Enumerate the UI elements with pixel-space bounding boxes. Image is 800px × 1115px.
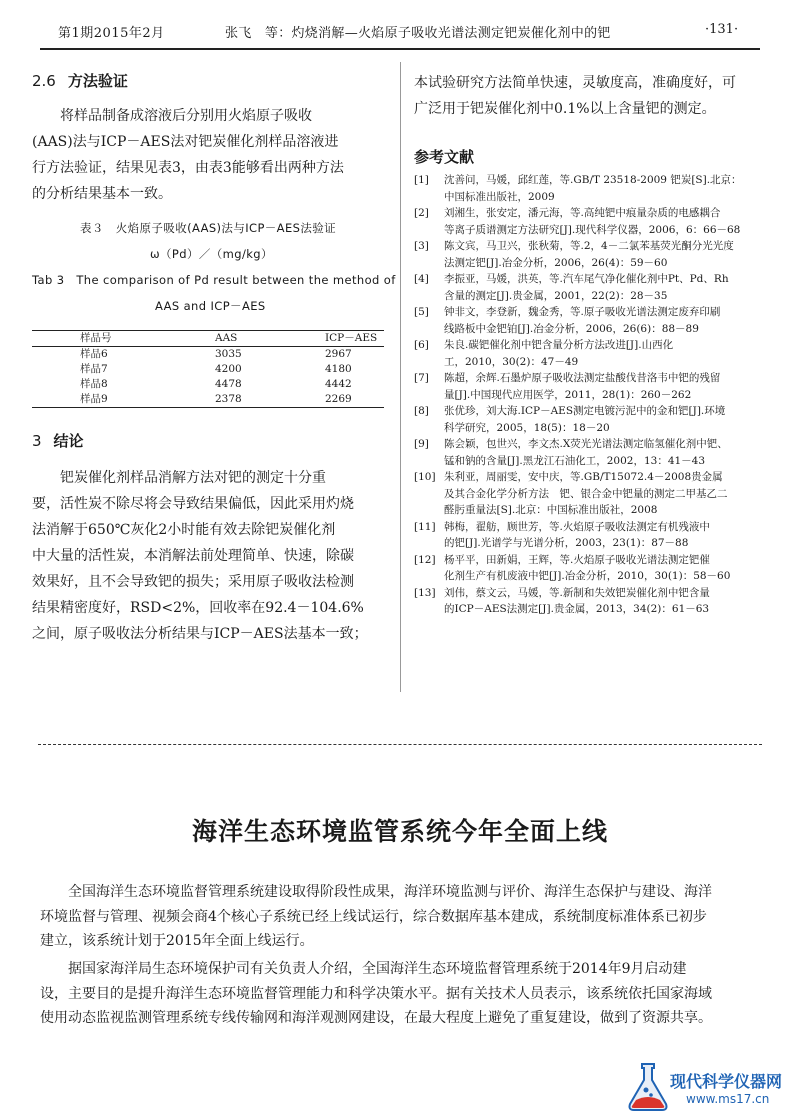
text-line: 本试验研究方法简单快速，灵敏度高，准确度好，可 [414, 75, 736, 91]
reference-item [414, 519, 766, 552]
reference-item [414, 238, 766, 271]
reference-text: 及其合金化学分析方法 钯、银合金中钯量的测定二甲基乙二 [444, 487, 728, 500]
reference-number: [9] [414, 438, 429, 450]
reference-item [414, 403, 766, 436]
reference-number: [5] [414, 306, 429, 318]
reference-text: 沈善问，马媛，邱红莲，等.GB/T 23518-2009 钯炭[S].北京： [444, 174, 742, 186]
text-line: 将样品制备成溶液后分别用火焰原子吸收 [32, 108, 312, 124]
text-line: 之间，原子吸收法分析结果与ICP－AES法基本一致； [32, 626, 368, 642]
reference-text: 刘伟，蔡文云，马媛，等.新制和失效钯炭催化剂中钯含量 [444, 586, 710, 599]
table-cell: 2967 [325, 348, 352, 360]
table-cell: 3035 [215, 348, 242, 360]
table-caption-en: Tab 3 The comparison of Pd result between the method of [32, 273, 396, 287]
reference-text: 含量的测定[J].贵金属，2001，22(2)：28－35 [444, 289, 668, 302]
text-line: 据国家海洋局生态环境保护司有关负责人介绍，全国海洋生态环境监督管理系统于2014年9月启动建 [40, 961, 687, 977]
text-line: 全国海洋生态环境监督管理系统建设取得阶段性成果，海洋环境监测与评价、海洋生态保护与建设、海洋 [40, 884, 712, 900]
col-header-aas: AAS [215, 332, 238, 344]
news-paragraph-1 [40, 880, 768, 954]
reference-item [414, 585, 766, 618]
text-line: 广泛用于钯炭催化剂中0.1%以上含量钯的测定。 [414, 101, 716, 117]
table-caption-unit: ω（Pd）／（mg/kg） [150, 247, 273, 261]
reference-text: 线路板中金钯铂[J].冶金分析，2006，26(6)：88－89 [444, 322, 699, 335]
table-cell: 4180 [325, 363, 352, 375]
text-line: 钯炭催化剂样品消解方法对钯的测定十分重 [32, 470, 326, 486]
section-3-heading [32, 430, 84, 451]
reference-number: [1] [414, 174, 429, 186]
column-divider [400, 62, 401, 692]
reference-text: 中国标准出版社，2009 [444, 190, 555, 203]
section-number: 3 [32, 432, 42, 450]
text-line: 结果精密度好，RSD<2%，回收率在92.4－104.6% [32, 600, 364, 616]
table-row [32, 347, 384, 363]
results-table [32, 330, 384, 408]
running-title: 张飞 等：灼烧消解—火焰原子吸收光谱法测定钯炭催化剂中的钯 [225, 26, 611, 41]
reference-item [414, 469, 766, 519]
reference-number: [10] [414, 471, 436, 483]
reference-text: 的ICP－AES法测定[J].贵金属，2013，34(2)：61－63 [444, 603, 710, 615]
reference-item [414, 370, 766, 403]
reference-text: 刘湘生，张安定，潘元海，等.高纯钯中痕量杂质的电感耦合 [444, 207, 721, 219]
text-line: 环境监督与管理、视频会商4个核心子系统已经上线试运行，综合数据库基本建成，系统制度标准体系已初步 [40, 908, 707, 925]
table-header-row [32, 331, 384, 347]
table-caption-en-2: AAS and ICP－AES [155, 299, 266, 313]
reference-item [414, 304, 766, 337]
watermark-url: www.ms17.cn [686, 1092, 770, 1106]
table-cell: 2378 [215, 393, 242, 405]
reference-number: [13] [414, 586, 436, 599]
text-line: 中大量的活性炭，本消解法前处理简单、快速，除碳 [32, 548, 354, 564]
site-watermark [620, 1060, 800, 1115]
table-cell: 2269 [325, 393, 352, 405]
reference-text: 朱利亚，周丽雯，安中庆，等.GB/T15072.4－2008贵金属 [444, 471, 723, 483]
reference-number: [11] [414, 520, 436, 533]
text-line: 设，主要目的是提升海洋生态环境监督管理能力和科学决策水平。据有关技术人员表示，该系统依托国家海域 [40, 985, 712, 1002]
page-number: ·131· [705, 22, 739, 37]
col-header-sample: 样品号 [80, 332, 112, 344]
table-cell: 样品7 [80, 363, 108, 375]
reference-number: [12] [414, 553, 436, 566]
reference-text: 杨平平，田新娟，王辉，等.火焰原子吸收光谱法测定钯催 [444, 553, 710, 566]
reference-text: 法测定钯[J].冶金分析，2006，26(4)：59－60 [444, 256, 668, 269]
reference-text: 陈超，余辉.石墨炉原子吸收法测定盐酸伐昔洛韦中钯的残留 [444, 372, 721, 384]
text-line: 效果好，且不会导致钯的损失；采用原子吸收法检测 [32, 574, 354, 590]
reference-text: 化剂生产有机废液中钯[J].冶金分析，2010，30(1)：58－60 [444, 570, 731, 582]
table-cell: 样品8 [80, 378, 108, 390]
table-row [32, 362, 384, 377]
conclusion-continued [414, 70, 766, 122]
journal-issue: 第1期2015年2月 [58, 26, 165, 41]
text-line: 建立，该系统计划于2015年全面上线运行。 [40, 933, 314, 949]
table-row [32, 377, 384, 392]
table-cell: 4200 [215, 363, 242, 375]
reference-text: 锰和钠的含量[J].黑龙江石油化工，2002，13：41－43 [444, 454, 706, 467]
references-heading: 参考文献 [414, 148, 475, 166]
reference-text: 陈会颖，包世兴，李文杰.X荧光光谱法测定临氢催化剂中钯、 [444, 438, 728, 450]
table-row [32, 392, 384, 408]
text-line: 使用动态监视监测管理系统专线传输网和海洋观测网建设，在最大程度上避免了重复建设，做到了资源共享。 [40, 1010, 712, 1026]
reference-item [414, 172, 766, 205]
reference-list [414, 172, 766, 618]
reference-number: [7] [414, 372, 429, 384]
reference-text: 的钯[J].光谱学与光谱分析，2003，23(1)：87－88 [444, 537, 689, 549]
section-number: 2.6 [32, 72, 56, 90]
table-cell: 4442 [325, 378, 352, 390]
watermark-name: 现代科学仪器网 [670, 1072, 783, 1091]
col-header-icp: ICP－AES [325, 332, 378, 344]
reference-item [414, 552, 766, 585]
reference-text: 醛肟重量法[S].北京：中国标准出版社，2008 [444, 504, 658, 516]
section-3-body [32, 465, 384, 647]
reference-item [414, 436, 766, 469]
reference-text: 量[J].中国现代应用医学，2011，28(1)：260－262 [444, 388, 692, 401]
news-title: 海洋生态环境监管系统今年全面上线 [191, 817, 608, 846]
flask-logo-icon [624, 1060, 672, 1112]
reference-text: 科学研究，2005，18(5)：18－20 [444, 421, 610, 434]
section-title: 方法验证 [67, 72, 128, 90]
reference-item [414, 205, 766, 238]
section-title: 结论 [53, 432, 84, 450]
reference-text: 等离子质谱测定方法研究[J].现代科学仪器，2006，6：66－68 [444, 223, 741, 236]
table-cell: 样品9 [80, 393, 108, 405]
reference-text: 钟非文，李登新，魏金秀，等.原子吸收光谱法测定废弃印刷 [444, 306, 721, 318]
reference-number: [3] [414, 240, 429, 252]
text-line: 行方法验证，结果见表3，由表3能够看出两种方法 [32, 160, 344, 176]
reference-number: [6] [414, 339, 429, 351]
reference-text: 陈文宾，马卫兴，张秋菊，等.2，4－二氯苯基荧光酮分光光度 [444, 240, 734, 252]
table-caption-cn: 表３ 火焰原子吸收(AAS)法与ICP－AES法验证 [80, 221, 337, 235]
reference-text: 韩梅，翟舫，顾世芳，等.火焰原子吸收法测定有机残液中 [444, 520, 710, 533]
reference-number: [4] [414, 273, 429, 285]
article-separator [38, 744, 762, 745]
reference-text: 李振亚，马媛，洪英，等.汽车尾气净化催化剂中Pt、Pd、Rh [444, 273, 729, 285]
header-rule [40, 48, 760, 50]
reference-number: [2] [414, 207, 429, 219]
text-line: 要，活性炭不除尽将会导致结果偏低，因此采用灼烧 [32, 496, 354, 512]
text-line: (AAS)法与ICP－AES法对钯炭催化剂样品溶液进 [32, 134, 339, 150]
news-paragraph-2 [40, 957, 768, 1031]
text-line: 的分析结果基本一致。 [32, 186, 172, 202]
table-cell: 样品6 [80, 348, 108, 360]
reference-item [414, 337, 766, 370]
reference-text: 工，2010，30(2)：47－49 [444, 355, 579, 368]
section-2-6-heading [32, 70, 128, 91]
reference-text: 张优珍，刘大海.ICP－AES测定电镀污泥中的金和钯[J].环境 [444, 405, 726, 417]
table-cell: 4478 [215, 378, 242, 390]
reference-text: 朱良.碳钯催化剂中钯含量分析方法改进[J].山西化 [444, 339, 674, 351]
text-line: 法消解于650℃灰化2小时能有效去除钯炭催化剂 [32, 522, 336, 538]
reference-item [414, 271, 766, 304]
section-2-6-body [32, 103, 384, 207]
reference-number: [8] [414, 405, 429, 417]
